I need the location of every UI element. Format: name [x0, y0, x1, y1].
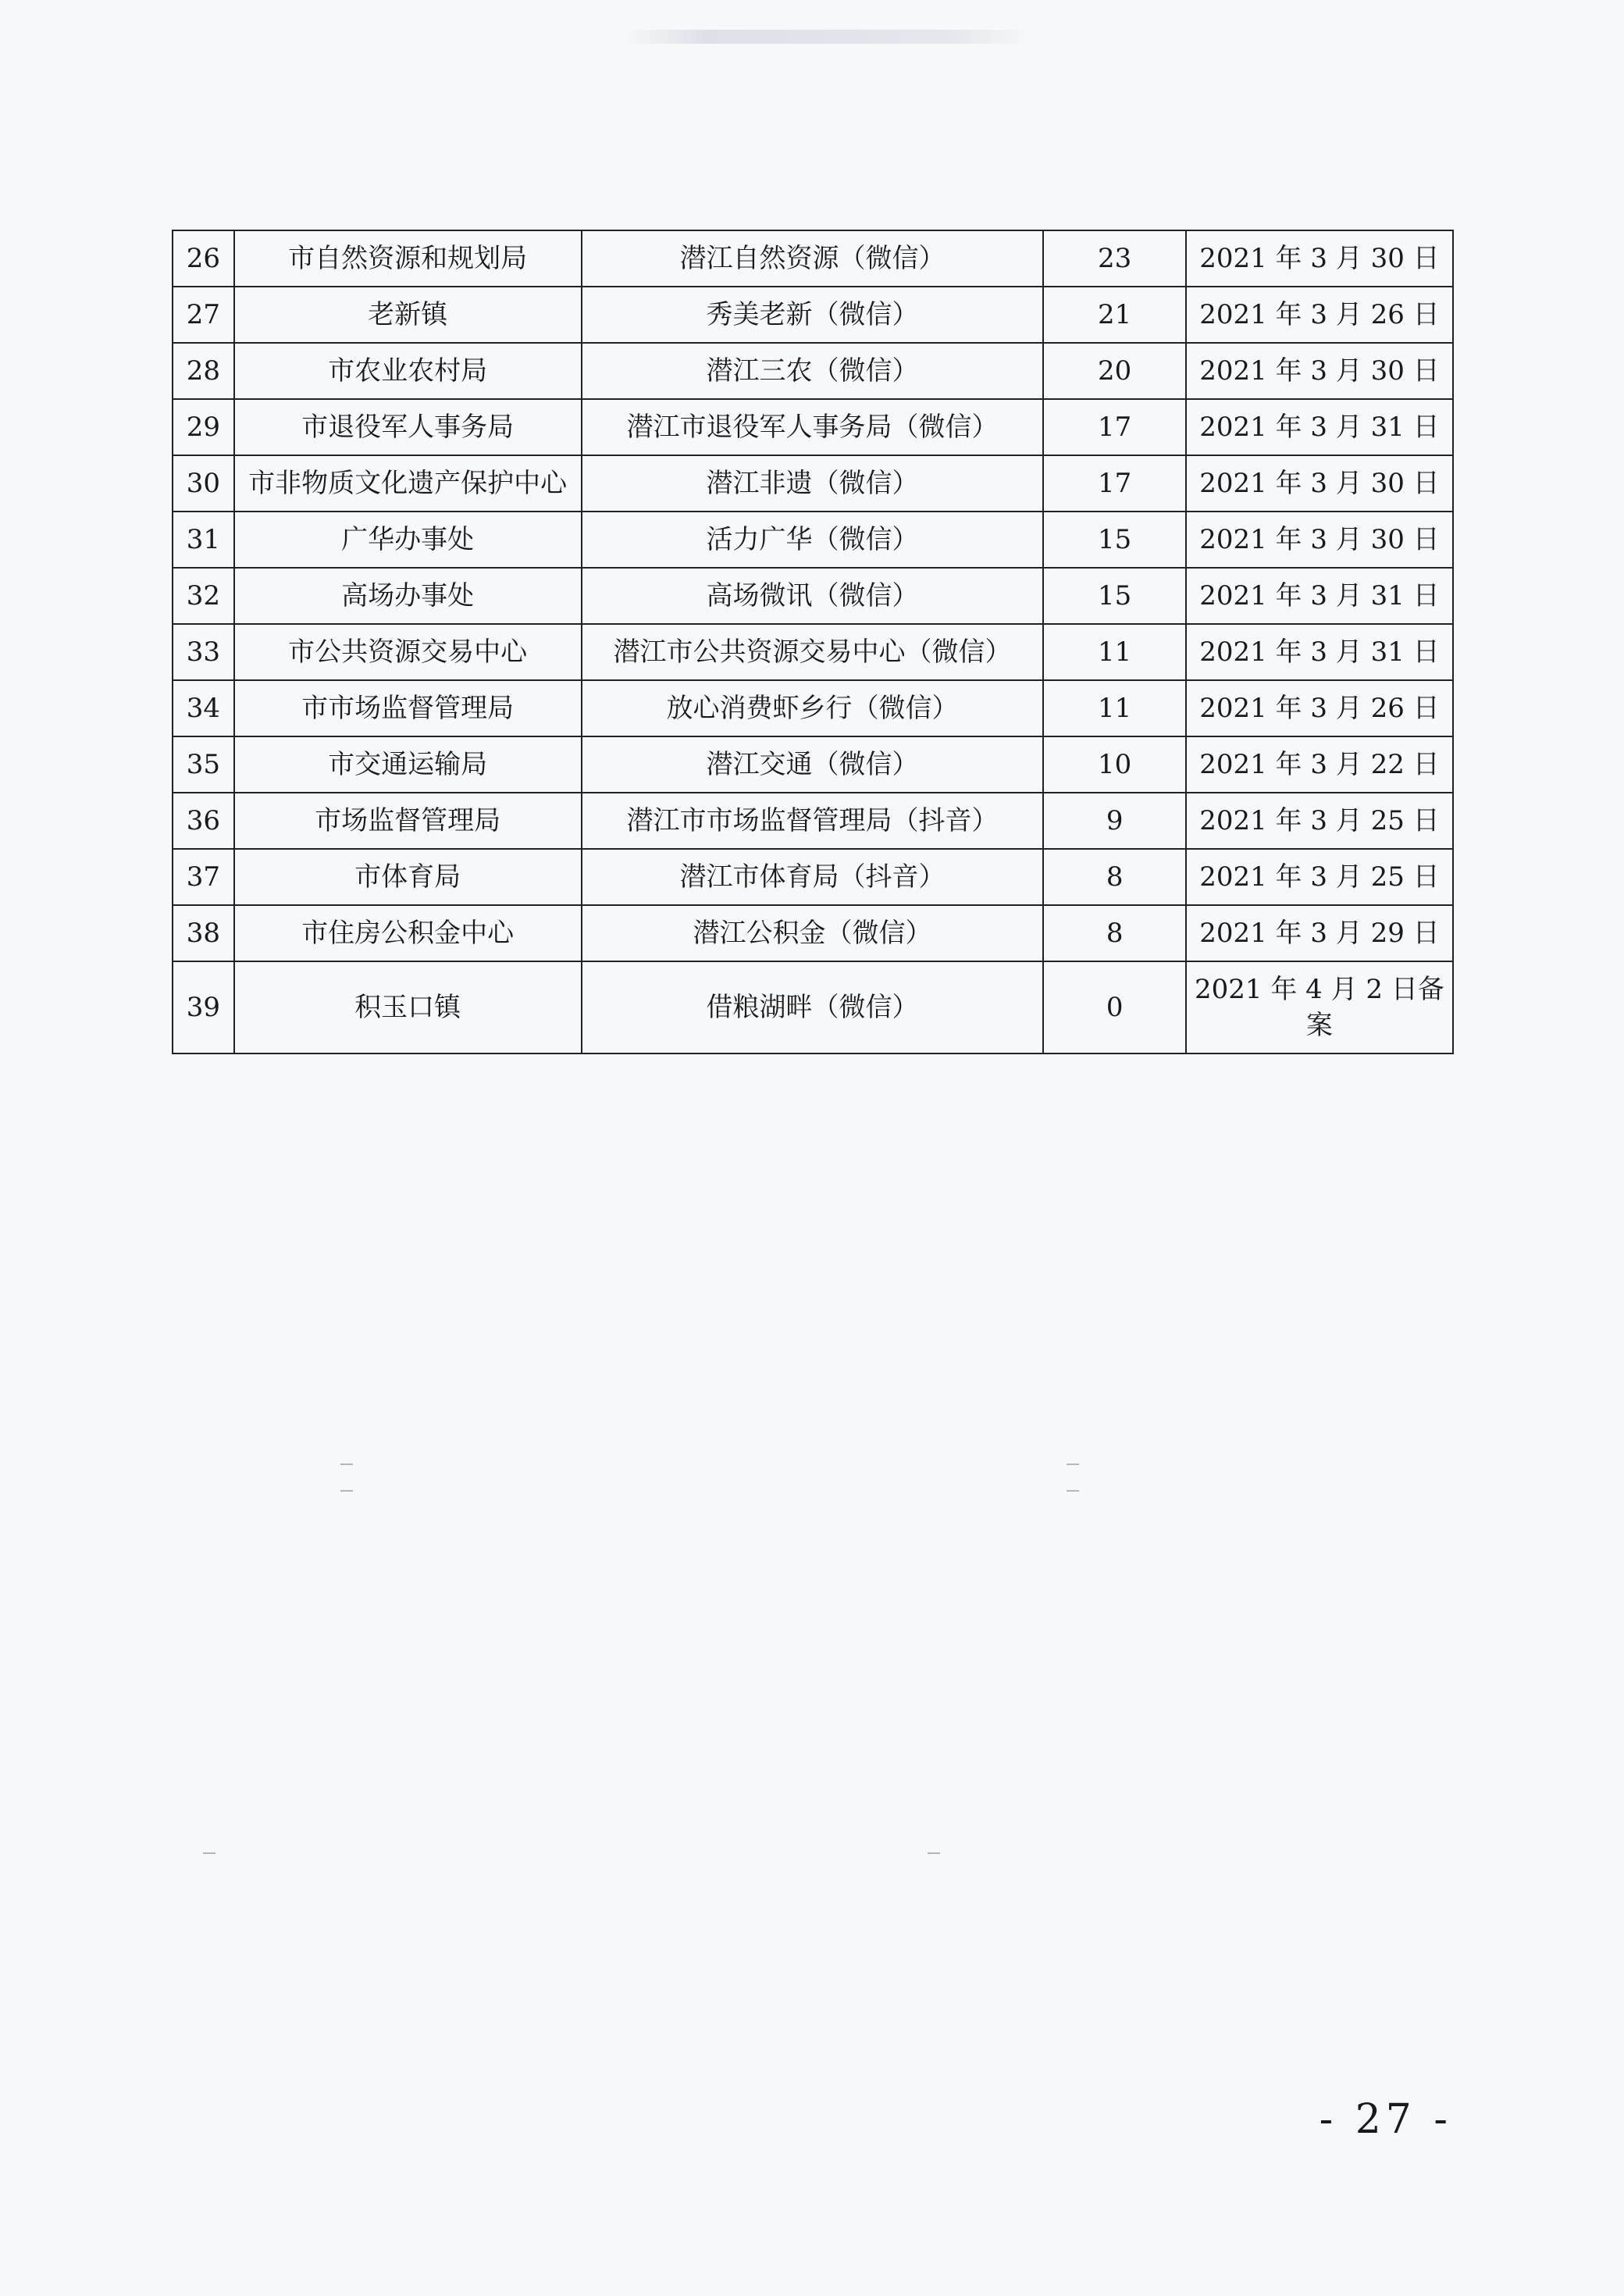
row-number: 31: [173, 512, 234, 568]
table-row: [173, 736, 1453, 793]
count-cell: 11: [1043, 624, 1185, 680]
department-cell: 市农业农村局: [234, 343, 582, 399]
account-cell: 潜江公积金（微信）: [582, 905, 1044, 961]
scan-mark: [1067, 1464, 1079, 1465]
page-number: - 27 -: [1319, 2096, 1452, 2143]
account-cell: 活力广华（微信）: [582, 512, 1044, 568]
date-cell: 2021 年 3 月 31 日: [1186, 624, 1453, 680]
row-number: 38: [173, 905, 234, 961]
scan-mark: [340, 1490, 353, 1492]
row-number: 37: [173, 849, 234, 905]
count-cell: 17: [1043, 399, 1185, 455]
count-cell: 9: [1043, 793, 1185, 849]
table-row: [173, 343, 1453, 399]
scan-mark: [1067, 1490, 1079, 1492]
date-cell: 2021 年 3 月 30 日: [1186, 512, 1453, 568]
row-number: 34: [173, 680, 234, 736]
date-cell: 2021 年 3 月 25 日: [1186, 849, 1453, 905]
row-number: 35: [173, 736, 234, 793]
account-cell: 潜江交通（微信）: [582, 736, 1044, 793]
date-cell: 2021 年 3 月 25 日: [1186, 793, 1453, 849]
date-cell: 2021 年 3 月 31 日: [1186, 399, 1453, 455]
account-cell: 潜江市市场监督管理局（抖音）: [582, 793, 1044, 849]
row-number: 39: [173, 961, 234, 1054]
account-cell: 放心消费虾乡行（微信）: [582, 680, 1044, 736]
account-cell: 潜江三农（微信）: [582, 343, 1044, 399]
row-number: 36: [173, 793, 234, 849]
account-cell: 秀美老新（微信）: [582, 287, 1044, 343]
department-cell: 市非物质文化遗产保护中心: [234, 455, 582, 512]
account-cell: 潜江市退役军人事务局（微信）: [582, 399, 1044, 455]
count-cell: 17: [1043, 455, 1185, 512]
department-cell: 市住房公积金中心: [234, 905, 582, 961]
table-row: [173, 455, 1453, 512]
date-cell: 2021 年 3 月 26 日: [1186, 287, 1453, 343]
row-number: 32: [173, 568, 234, 624]
date-cell: 2021 年 3 月 31 日: [1186, 568, 1453, 624]
table-row: [173, 793, 1453, 849]
row-number: 26: [173, 230, 234, 287]
row-number: 28: [173, 343, 234, 399]
row-number: 29: [173, 399, 234, 455]
account-table: [172, 230, 1454, 1054]
account-cell: 高场微讯（微信）: [582, 568, 1044, 624]
table-row: [173, 961, 1453, 1054]
table-row: [173, 624, 1453, 680]
date-cell: 2021 年 3 月 26 日: [1186, 680, 1453, 736]
count-cell: 8: [1043, 905, 1185, 961]
count-cell: 15: [1043, 568, 1185, 624]
department-cell: 市体育局: [234, 849, 582, 905]
scan-mark: [928, 1852, 940, 1854]
count-cell: 11: [1043, 680, 1185, 736]
department-cell: 积玉口镇: [234, 961, 582, 1054]
department-cell: 市场监督管理局: [234, 793, 582, 849]
table-row: [173, 399, 1453, 455]
table-row: [173, 568, 1453, 624]
scan-mark: [340, 1464, 353, 1465]
department-cell: 市公共资源交易中心: [234, 624, 582, 680]
date-cell: 2021 年 3 月 22 日: [1186, 736, 1453, 793]
department-cell: 市自然资源和规划局: [234, 230, 582, 287]
department-cell: 市交通运输局: [234, 736, 582, 793]
date-cell: 2021 年 3 月 30 日: [1186, 455, 1453, 512]
date-cell: 2021 年 4 月 2 日备案: [1186, 961, 1453, 1054]
table-row: [173, 230, 1453, 287]
count-cell: 10: [1043, 736, 1185, 793]
date-cell: 2021 年 3 月 29 日: [1186, 905, 1453, 961]
count-cell: 0: [1043, 961, 1185, 1054]
date-cell: 2021 年 3 月 30 日: [1186, 343, 1453, 399]
count-cell: 20: [1043, 343, 1185, 399]
row-number: 27: [173, 287, 234, 343]
count-cell: 15: [1043, 512, 1185, 568]
table-row: [173, 905, 1453, 961]
department-cell: 市市场监督管理局: [234, 680, 582, 736]
row-number: 33: [173, 624, 234, 680]
account-cell: 潜江非遗（微信）: [582, 455, 1044, 512]
table-row: [173, 287, 1453, 343]
count-cell: 8: [1043, 849, 1185, 905]
row-number: 30: [173, 455, 234, 512]
account-cell: 潜江市公共资源交易中心（微信）: [582, 624, 1044, 680]
table-row: [173, 849, 1453, 905]
count-cell: 23: [1043, 230, 1185, 287]
date-cell: 2021 年 3 月 30 日: [1186, 230, 1453, 287]
account-cell: 潜江自然资源（微信）: [582, 230, 1044, 287]
table-row: [173, 680, 1453, 736]
table-row: [173, 512, 1453, 568]
department-cell: 广华办事处: [234, 512, 582, 568]
count-cell: 21: [1043, 287, 1185, 343]
department-cell: 高场办事处: [234, 568, 582, 624]
scan-header-smudge: [625, 30, 1031, 44]
account-cell: 借粮湖畔（微信）: [582, 961, 1044, 1054]
account-cell: 潜江市体育局（抖音）: [582, 849, 1044, 905]
department-cell: 老新镇: [234, 287, 582, 343]
scan-mark: [203, 1852, 215, 1854]
department-cell: 市退役军人事务局: [234, 399, 582, 455]
